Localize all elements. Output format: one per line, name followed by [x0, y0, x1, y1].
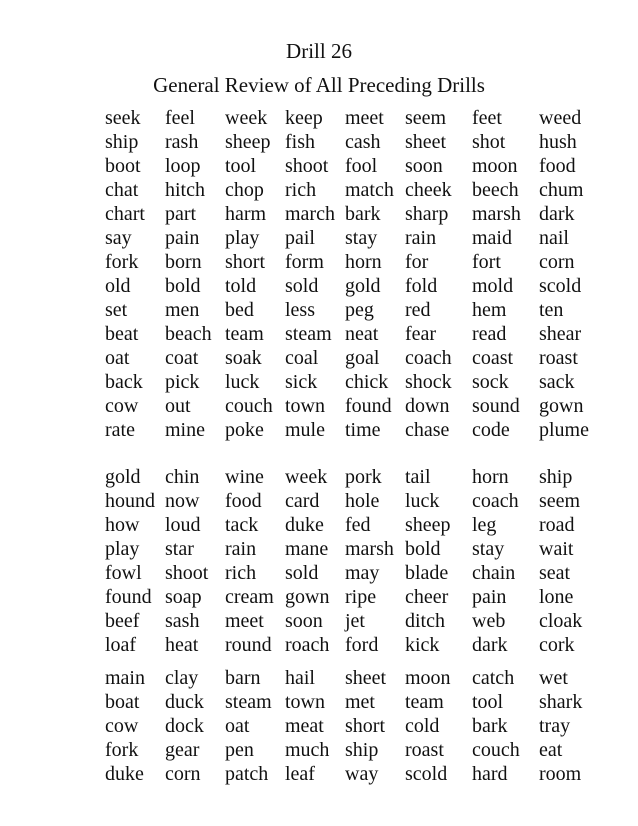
word-cell: moon [472, 155, 518, 177]
word-cell: mold [472, 275, 514, 297]
word-cell: cream [225, 586, 274, 608]
word-cell: town [285, 691, 325, 713]
word-cell: dark [539, 203, 575, 225]
word-cell: ship [539, 466, 573, 488]
word-cell: bed [225, 299, 254, 321]
word-row [105, 609, 599, 633]
word-cell: heat [165, 634, 199, 656]
word-cell: rich [225, 562, 257, 584]
word-cell: fear [405, 323, 437, 345]
word-row [105, 106, 599, 130]
word-cell: ditch [405, 610, 445, 632]
word-cell: steam [285, 323, 332, 345]
word-cell: match [345, 179, 394, 201]
word-cell: march [285, 203, 335, 225]
word-row [105, 690, 599, 714]
word-cell: beef [105, 610, 140, 632]
word-cell: how [105, 514, 140, 536]
word-cell: hitch [165, 179, 205, 201]
word-cell: shock [405, 371, 452, 393]
word-cell: feet [472, 107, 502, 129]
word-cell: scold [405, 763, 448, 785]
word-cell: nail [539, 227, 569, 249]
word-cell: less [285, 299, 315, 321]
word-cell: for [405, 251, 429, 273]
word-cell: sharp [405, 203, 449, 225]
word-cell: clay [165, 667, 199, 689]
word-cell: cow [105, 715, 139, 737]
word-cell: tool [225, 155, 257, 177]
word-cell: fort [472, 251, 501, 273]
page-title: Drill 26 [286, 39, 352, 63]
word-cell: weed [539, 107, 582, 129]
word-row [105, 274, 599, 298]
word-cell: wet [539, 667, 568, 689]
word-cell: fed [345, 514, 371, 536]
word-cell: ship [105, 131, 139, 153]
word-cell: hound [105, 490, 155, 512]
word-cell: rash [165, 131, 199, 153]
word-cell: seem [539, 490, 581, 512]
word-cell: mane [285, 538, 329, 560]
word-cell: corn [165, 763, 201, 785]
word-cell: fork [105, 251, 139, 273]
word-cell: patch [225, 763, 269, 785]
word-cell: men [165, 299, 200, 321]
word-cell: cow [105, 395, 139, 417]
word-cell: boot [105, 155, 141, 177]
word-cell: cheer [405, 586, 449, 608]
word-cell: kick [405, 634, 440, 656]
word-cell: week [225, 107, 268, 129]
word-cell: bold [165, 275, 201, 297]
word-cell: tail [405, 466, 431, 488]
word-cell: food [225, 490, 262, 512]
word-cell: loud [165, 514, 201, 536]
word-cell: coat [165, 347, 199, 369]
word-cell: sack [539, 371, 575, 393]
word-cell: wait [539, 538, 574, 560]
word-row [105, 250, 599, 274]
word-cell: team [405, 691, 444, 713]
word-cell: fork [105, 739, 139, 761]
word-cell: chum [539, 179, 584, 201]
word-cell: much [285, 739, 330, 761]
word-cell: boat [105, 691, 140, 713]
word-cell: town [285, 395, 325, 417]
word-cell: loop [165, 155, 201, 177]
word-cell: feel [165, 107, 195, 129]
word-cell: cork [539, 634, 575, 656]
word-cell: hail [285, 667, 315, 689]
word-cell: goal [345, 347, 380, 369]
word-cell: shoot [285, 155, 329, 177]
word-row [105, 465, 599, 489]
word-cell: horn [472, 466, 509, 488]
word-cell: poke [225, 419, 264, 441]
word-cell: sheet [345, 667, 387, 689]
word-cell: sound [472, 395, 520, 417]
word-cell: old [105, 275, 131, 297]
word-cell: set [105, 299, 128, 321]
word-cell: lone [539, 586, 574, 608]
word-cell: week [285, 466, 328, 488]
word-cell: oat [225, 715, 250, 737]
word-cell: mine [165, 419, 205, 441]
word-cell: leaf [285, 763, 315, 785]
word-cell: plume [539, 419, 589, 441]
word-cell: chart [105, 203, 145, 225]
word-cell: tray [539, 715, 571, 737]
word-row [105, 714, 599, 738]
word-cell: moon [405, 667, 451, 689]
word-cell: duck [165, 691, 204, 713]
word-cell: duke [105, 763, 144, 785]
word-cell: barn [225, 667, 261, 689]
word-cell: marsh [472, 203, 521, 225]
word-cell: play [105, 538, 140, 560]
word-row [105, 738, 599, 762]
word-cell: cold [405, 715, 440, 737]
word-cell: born [165, 251, 202, 273]
word-row [105, 370, 599, 394]
word-cell: roast [405, 739, 444, 761]
word-cell: maid [472, 227, 512, 249]
word-section-1 [105, 106, 599, 442]
word-cell: chat [105, 179, 139, 201]
word-cell: corn [539, 251, 575, 273]
word-cell: told [225, 275, 257, 297]
word-cell: wine [225, 466, 264, 488]
word-cell: read [472, 323, 507, 345]
word-cell: rich [285, 179, 317, 201]
word-cell: gold [345, 275, 381, 297]
word-cell: luck [225, 371, 260, 393]
word-cell: out [165, 395, 191, 417]
word-cell: may [345, 562, 380, 584]
word-cell: met [345, 691, 375, 713]
word-cell: say [105, 227, 132, 249]
word-cell: pain [165, 227, 200, 249]
word-cell: fish [285, 131, 315, 153]
word-cell: found [345, 395, 392, 417]
word-cell: chase [405, 419, 450, 441]
word-cell: part [165, 203, 197, 225]
word-cell: seat [539, 562, 571, 584]
word-cell: main [105, 667, 145, 689]
word-cell: ship [345, 739, 379, 761]
word-cell: roach [285, 634, 330, 656]
word-cell: stay [345, 227, 378, 249]
word-cell: food [539, 155, 576, 177]
word-cell: coach [472, 490, 519, 512]
word-cell: gown [285, 586, 330, 608]
word-cell: tool [472, 691, 504, 713]
word-row [105, 226, 599, 250]
word-row [105, 202, 599, 226]
word-cell: bold [405, 538, 441, 560]
word-cell: beat [105, 323, 139, 345]
word-cell: soak [225, 347, 262, 369]
word-cell: jet [345, 610, 365, 632]
word-cell: pick [165, 371, 200, 393]
word-row [105, 666, 599, 690]
word-row [105, 178, 599, 202]
word-row [105, 154, 599, 178]
word-cell: oat [105, 347, 130, 369]
word-cell: sheet [405, 131, 447, 153]
word-cell: chin [165, 466, 200, 488]
word-cell: sock [472, 371, 509, 393]
word-cell: stay [472, 538, 505, 560]
word-cell: marsh [345, 538, 394, 560]
word-cell: hole [345, 490, 380, 512]
word-cell: mule [285, 419, 325, 441]
word-cell: meat [285, 715, 324, 737]
word-row [105, 130, 599, 154]
word-cell: leg [472, 514, 497, 536]
word-cell: short [225, 251, 265, 273]
word-cell: meet [225, 610, 264, 632]
word-row [105, 513, 599, 537]
word-cell: gold [105, 466, 141, 488]
word-row [105, 537, 599, 561]
word-row [105, 418, 599, 442]
word-cell: seem [405, 107, 447, 129]
word-cell: shark [539, 691, 583, 713]
word-cell: star [165, 538, 194, 560]
word-cell: chop [225, 179, 264, 201]
word-cell: bark [472, 715, 508, 737]
word-cell: eat [539, 739, 563, 761]
word-cell: sheep [405, 514, 451, 536]
word-cell: dock [165, 715, 204, 737]
word-cell: found [105, 586, 152, 608]
word-cell: roast [539, 347, 578, 369]
page-subtitle: General Review of All Preceding Drills [153, 73, 485, 97]
word-row [105, 322, 599, 346]
word-cell: hem [472, 299, 507, 321]
word-cell: ford [345, 634, 379, 656]
word-cell: sold [285, 562, 319, 584]
word-cell: code [472, 419, 510, 441]
word-cell: shot [472, 131, 506, 153]
word-cell: bark [345, 203, 381, 225]
word-row [105, 298, 599, 322]
word-cell: back [105, 371, 143, 393]
word-cell: hard [472, 763, 508, 785]
word-cell: now [165, 490, 200, 512]
word-cell: road [539, 514, 575, 536]
word-cell: cheek [405, 179, 452, 201]
word-cell: room [539, 763, 582, 785]
word-cell: team [225, 323, 264, 345]
word-cell: beech [472, 179, 519, 201]
word-cell: card [285, 490, 320, 512]
word-cell: steam [225, 691, 272, 713]
word-cell: short [345, 715, 385, 737]
word-cell: round [225, 634, 272, 656]
word-cell: couch [225, 395, 273, 417]
word-cell: cash [345, 131, 381, 153]
word-cell: seek [105, 107, 141, 129]
word-row [105, 346, 599, 370]
word-cell: fowl [105, 562, 142, 584]
word-cell: sash [165, 610, 200, 632]
word-row [105, 762, 599, 786]
word-cell: web [472, 610, 506, 632]
word-cell: red [405, 299, 431, 321]
word-cell: coal [285, 347, 319, 369]
word-cell: luck [405, 490, 440, 512]
word-cell: chick [345, 371, 389, 393]
word-cell: coast [472, 347, 514, 369]
word-cell: gear [165, 739, 200, 761]
word-cell: pain [472, 586, 507, 608]
word-cell: beach [165, 323, 212, 345]
word-cell: pork [345, 466, 382, 488]
word-cell: harm [225, 203, 267, 225]
word-cell: form [285, 251, 324, 273]
word-cell: way [345, 763, 379, 785]
word-cell: down [405, 395, 450, 417]
word-cell: neat [345, 323, 379, 345]
word-cell: meet [345, 107, 384, 129]
word-cell: peg [345, 299, 374, 321]
word-cell: fold [405, 275, 438, 297]
word-cell: soon [405, 155, 443, 177]
word-row [105, 633, 599, 657]
word-cell: ripe [345, 586, 377, 608]
word-cell: pail [285, 227, 315, 249]
word-cell: rate [105, 419, 135, 441]
word-cell: sick [285, 371, 318, 393]
word-row [105, 394, 599, 418]
word-cell: loaf [105, 634, 137, 656]
word-section-2 [105, 465, 599, 657]
word-cell: soon [285, 610, 323, 632]
word-cell: soap [165, 586, 202, 608]
word-section-3 [105, 666, 599, 786]
word-cell: scold [539, 275, 582, 297]
word-cell: gown [539, 395, 584, 417]
word-cell: play [225, 227, 260, 249]
word-cell: rain [405, 227, 437, 249]
word-row [105, 561, 599, 585]
word-cell: cloak [539, 610, 583, 632]
word-cell: keep [285, 107, 323, 129]
word-row [105, 585, 599, 609]
word-cell: catch [472, 667, 515, 689]
word-cell: dark [472, 634, 508, 656]
word-cell: sheep [225, 131, 271, 153]
word-row [105, 489, 599, 513]
word-cell: duke [285, 514, 324, 536]
word-cell: rain [225, 538, 257, 560]
word-cell: blade [405, 562, 449, 584]
word-cell: couch [472, 739, 520, 761]
word-cell: horn [345, 251, 382, 273]
word-cell: chain [472, 562, 516, 584]
word-cell: tack [225, 514, 259, 536]
word-cell: sold [285, 275, 319, 297]
word-cell: hush [539, 131, 577, 153]
word-cell: ten [539, 299, 564, 321]
word-cell: shoot [165, 562, 209, 584]
word-cell: fool [345, 155, 378, 177]
word-cell: shear [539, 323, 582, 345]
word-cell: pen [225, 739, 254, 761]
word-cell: coach [405, 347, 452, 369]
word-cell: time [345, 419, 381, 441]
